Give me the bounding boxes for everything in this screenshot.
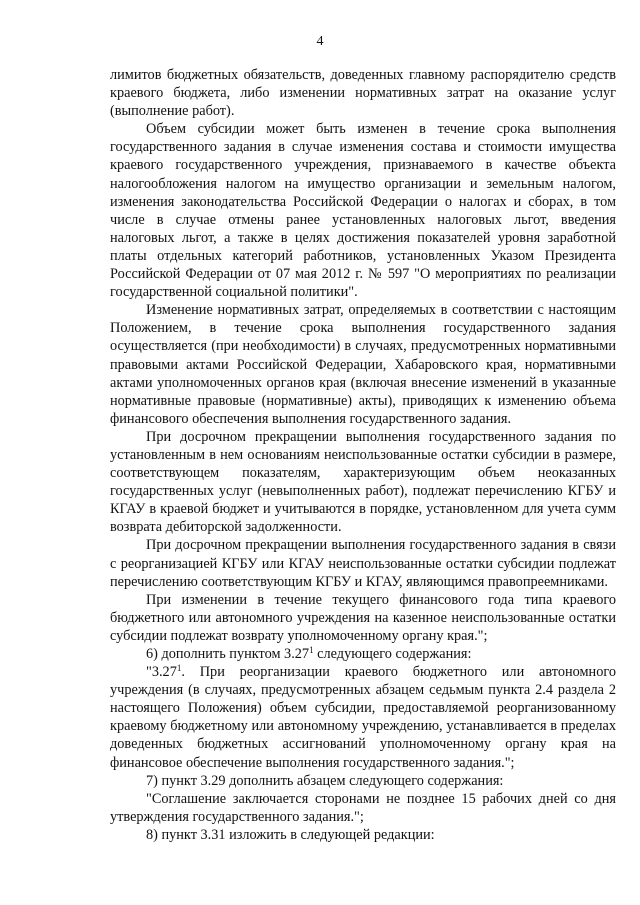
paragraph: 8) пункт 3.31 изложить в следующей редакции: [146,826,435,843]
paragraph: Объем субсидии может быть изменен в течение срока выполнения государственного задания в случае изменения состава и стоимости имущества краевого государственного учреждения, признаваемого в качестве объекта налогообложения налогом на имущество организации и земельным налогом, изменения законодательства Российской Федерации о налогах и сборах, в том числе в случае отмены ранее установленных налоговых льгот, введения налоговых льгот, а также в целях достижения показателей уровня заработной платы отдельных категорий работников, установленных Указом Президента Российской Федерации от 07 мая 2012 г. № 597 "О мероприятиях по реализации государственной социальной политики". [110,121,616,301]
paragraph-text: 6) дополнить пунктом 3.27 [146,646,310,662]
paragraph [110,663,616,772]
superscript: 1 [309,645,314,655]
paragraph: При досрочном прекращении выполнения государственного задания в связи с реорганизацией КГБУ или КГАУ неиспользованные остатки субсидии подлежат перечислению соответствующим КГБУ и КГАУ, являющимся правопреемниками. [110,537,616,590]
superscript: 1 [176,663,182,674]
paragraph-text: следующего содержания: [313,646,472,662]
page-number: 4 [316,34,324,49]
paragraph: лимитов бюджетных обязательств, доведенных главному распорядителю средств краевого бюджета, либо изменении нормативных затрат на оказание услуг (выполнение работ). [110,67,616,120]
paragraph-text: . При реорганизации краевого бюджетного или автономного учреждения (в случаях, предусмотренных абзацем седьмым пункта 2.4 раздела 2 настоящего Положения) объем субсидии, предоставляемой реорганизованному краевому бюджетному или автономному учреждению, устанавливается в пределах доведенных бюджетных ассигнований уполномоченному органу края на финансовое обеспечение выполнения государственного задания."; [110,664,616,771]
paragraph: При изменении в течение текущего финансового года типа краевого бюджетного или автономного учреждения на казенное неиспользованные остатки субсидии подлежат возврату уполномоченному органу края."; [110,591,616,644]
paragraph: 7) пункт 3.29 дополнить абзацем следующего содержания: [146,772,504,789]
paragraph: При досрочном прекращении выполнения государственного задания по установленным в нем основаниям неиспользованные остатки субсидии в размере, соответствующем показателям, характеризующим объем неоказанных государственных услуг (невыполненных работ), подлежат перечислению КГБУ и КГАУ в краевой бюджет и учитываются в порядке, установленном для учета сумм возврата дебиторской задолженности. [110,428,616,536]
paragraph: Изменение нормативных затрат, определяемых в соответствии с настоящим Положением, в течение срока выполнения государственного задания осуществляется (при необходимости) в случаях, предусмотренных нормативными правовыми актами Российской Федерации, Хабаровского края, нормативными актами уполномоченных органов края (включая внесение изменений в указанные нормативные правовые (нормативные) акты), приводящих к изменению объема финансового обеспечения выполнения государственного задания. [110,302,616,427]
paragraph: "Соглашение заключается сторонами не позднее 15 рабочих дней со дня утверждения государственного задания."; [110,790,616,825]
paragraph [110,645,616,663]
document-body [110,66,616,844]
paragraph-text: "3.27 [146,664,177,681]
